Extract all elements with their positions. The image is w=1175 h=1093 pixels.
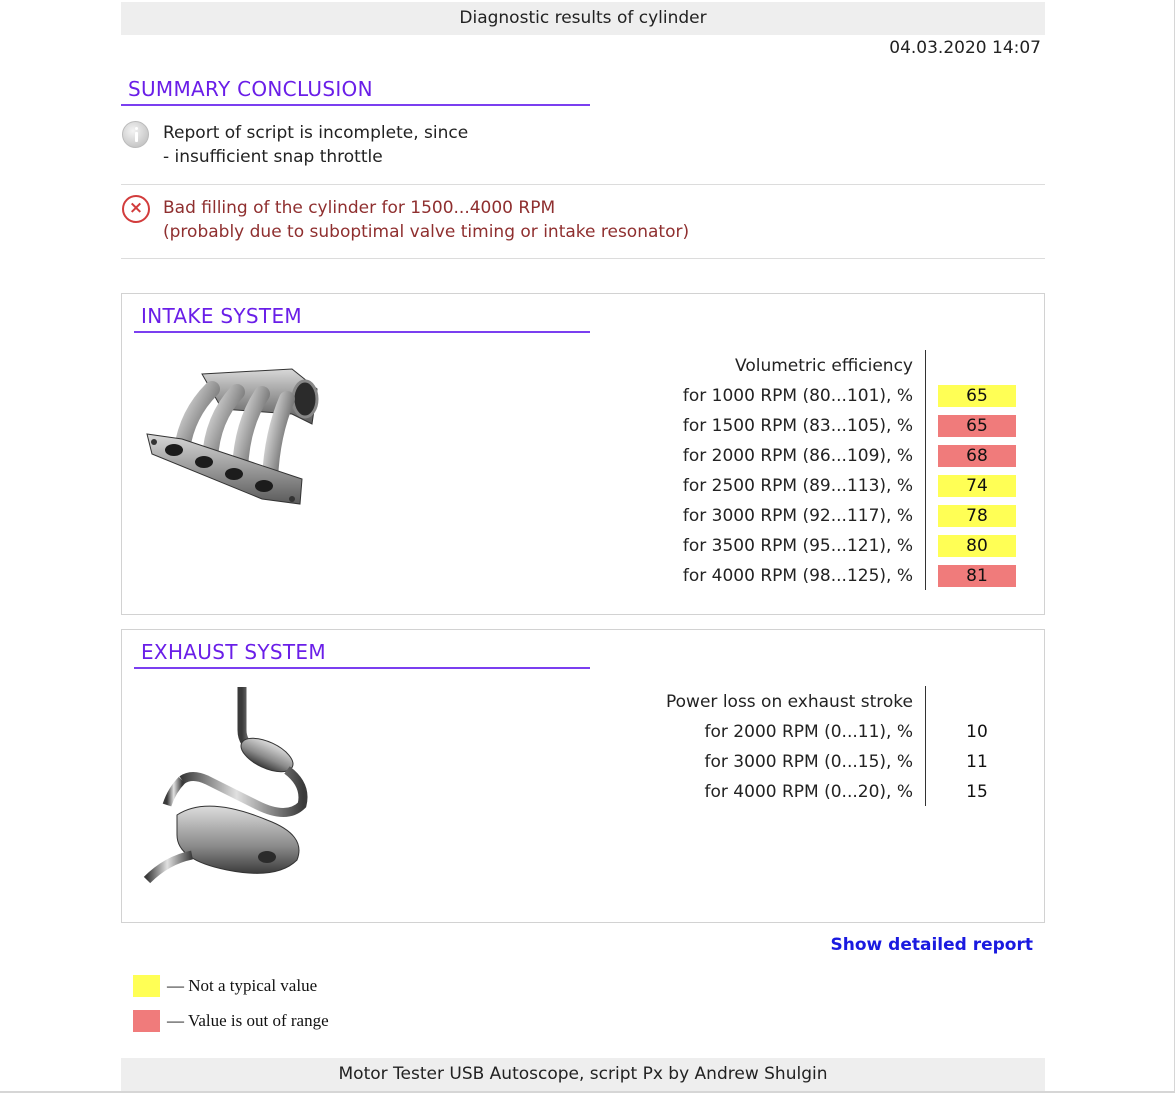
footer-bar bbox=[121, 1058, 1045, 1091]
info-message bbox=[163, 121, 468, 169]
intake-table-divider bbox=[925, 350, 926, 590]
intake-row-label: for 3500 RPM (95...121), % bbox=[682, 536, 913, 556]
intake-panel bbox=[121, 293, 1045, 615]
header-bar bbox=[121, 2, 1045, 35]
intake-row-value: 65 bbox=[938, 385, 1016, 407]
intake-row-value: 81 bbox=[938, 565, 1016, 587]
intake-row-label: for 2000 RPM (86...109), % bbox=[682, 446, 913, 466]
show-detailed-report-link[interactable]: Show detailed report bbox=[830, 935, 1033, 955]
intake-row-label: for 4000 RPM (98...125), % bbox=[682, 566, 913, 586]
intake-row-value: 78 bbox=[938, 505, 1016, 527]
intake-row-value: 68 bbox=[938, 445, 1016, 467]
info-message-line2: - insufficient snap throttle bbox=[163, 147, 383, 167]
error-message-line1: Bad filling of the cylinder for 1500...4000 RPM bbox=[163, 198, 556, 218]
footer-text: Motor Tester USB Autoscope, script Px by Andrew Shulgin bbox=[338, 1064, 828, 1084]
info-message-line1: Report of script is incomplete, since bbox=[163, 123, 469, 143]
intake-row-value: 74 bbox=[938, 475, 1016, 497]
legend-yellow-text: — Not a typical value bbox=[167, 976, 318, 995]
exhaust-row-value: 10 bbox=[966, 722, 988, 742]
legend-red-text: — Value is out of range bbox=[167, 1011, 329, 1030]
summary-bottom-divider bbox=[121, 258, 1045, 259]
intake-title: INTAKE SYSTEM bbox=[134, 303, 590, 333]
error-message-line2: (probably due to suboptimal valve timing or intake resonator) bbox=[163, 222, 690, 242]
intake-table-title: Volumetric efficiency bbox=[735, 356, 913, 376]
summary-title: SUMMARY CONCLUSION bbox=[121, 76, 590, 106]
intake-row-label: for 3000 RPM (92...117), % bbox=[682, 506, 913, 526]
summary-divider bbox=[121, 184, 1045, 185]
intake-row-label: for 2500 RPM (89...113), % bbox=[682, 476, 913, 496]
exhaust-panel bbox=[121, 629, 1045, 923]
intake-row-value: 80 bbox=[938, 535, 1016, 557]
intake-manifold-image bbox=[142, 354, 332, 514]
info-icon bbox=[122, 121, 149, 148]
report-datetime: 04.03.2020 14:07 bbox=[889, 38, 1041, 58]
exhaust-row-value: 15 bbox=[966, 782, 988, 802]
exhaust-muffler-image bbox=[137, 685, 327, 890]
intake-row-label: for 1000 RPM (80...101), % bbox=[682, 386, 913, 406]
error-message bbox=[163, 196, 689, 244]
exhaust-row-label: for 4000 RPM (0...20), % bbox=[704, 782, 913, 802]
legend-yellow-swatch bbox=[133, 975, 160, 997]
exhaust-table-title: Power loss on exhaust stroke bbox=[666, 692, 913, 712]
legend-red-swatch bbox=[133, 1010, 160, 1032]
exhaust-row-label: for 2000 RPM (0...11), % bbox=[704, 722, 913, 742]
intake-row-label: for 1500 RPM (83...105), % bbox=[682, 416, 913, 436]
exhaust-row-value: 11 bbox=[966, 752, 988, 772]
exhaust-row-label: for 3000 RPM (0...15), % bbox=[704, 752, 913, 772]
error-icon: × bbox=[122, 195, 150, 223]
intake-row-value: 65 bbox=[938, 415, 1016, 437]
page-title: Diagnostic results of cylinder bbox=[459, 8, 707, 28]
exhaust-table-divider bbox=[925, 686, 926, 806]
exhaust-title: EXHAUST SYSTEM bbox=[134, 639, 590, 669]
